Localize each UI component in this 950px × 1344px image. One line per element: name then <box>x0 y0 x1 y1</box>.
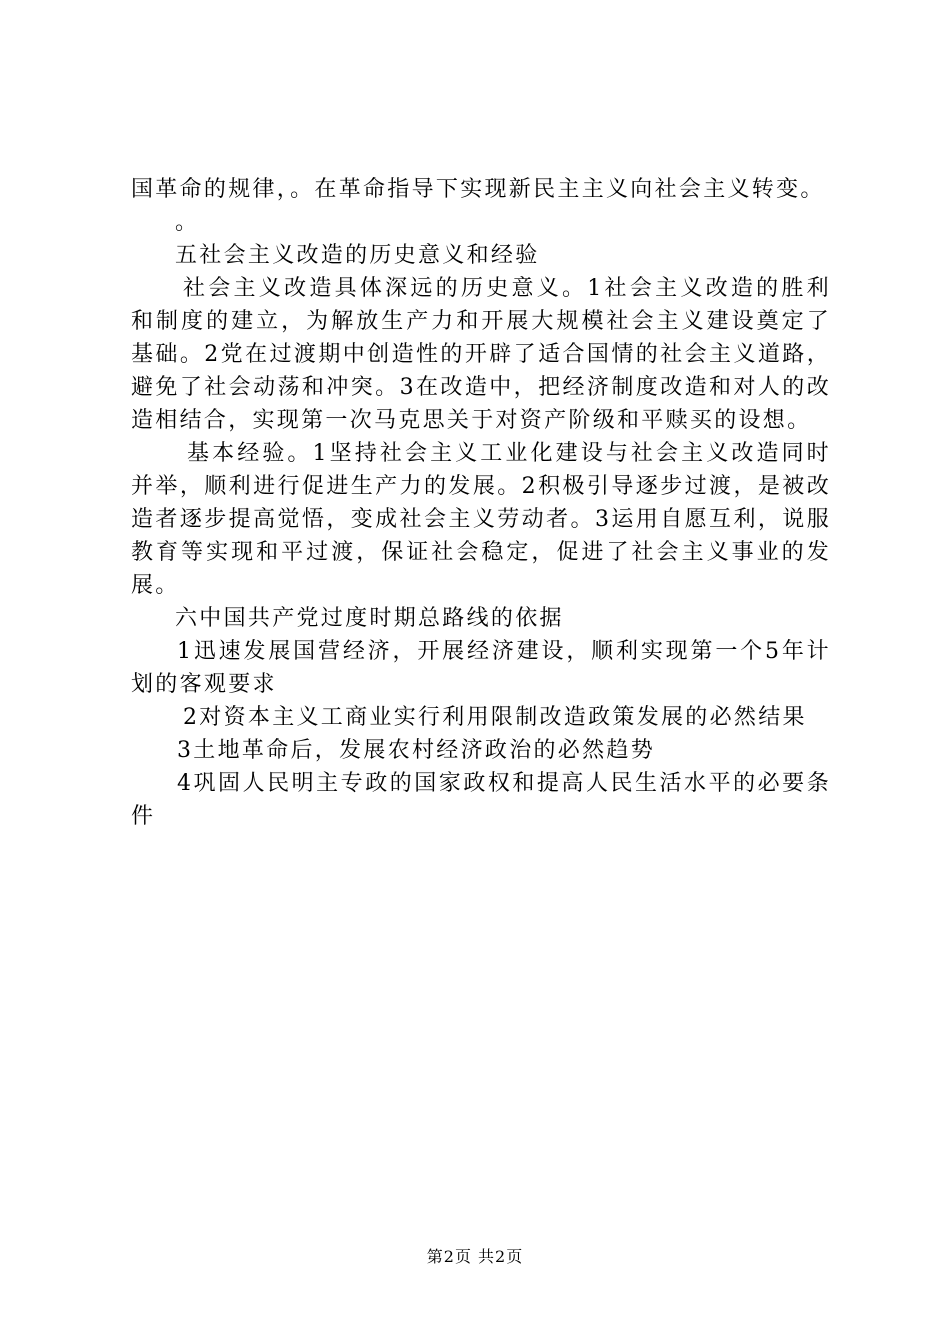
paragraph-continuation: 国革命的规律，。在革命指导下实现新民主主义向社会主义转变。 <box>131 177 825 202</box>
list-item-3: 3土地革命后，发展农村经济政治的必然趋势 <box>177 738 655 763</box>
paragraph-basic-experience: 基本经验。1坚持社会主义工业化建设与社会主义改造同时并举，顺利进行促进生产力的发展。2积极引导逐步过渡，是被改造者逐步提高觉悟，变成社会主义劳动者。3运用自愿互利，说服教育等实现和平过渡，保证社会稳定，促进了社会主义事业的发展。 <box>131 441 831 598</box>
list-item-2: 2对资本主义工商业实行利用限制改造政策发展的必然结果 <box>183 705 807 730</box>
section-heading-five: 五社会主义改造的历史意义和经验 <box>175 243 540 268</box>
document-body <box>131 173 831 833</box>
list-item-1: 1迅速发展国营经济，开展经济建设，顺利实现第一个5年计划的客观要求 <box>131 639 831 697</box>
list-item-4: 4巩固人民明主专政的国家政权和提高人民生活水平的必要条件 <box>131 771 831 829</box>
paragraph-period: 。 <box>175 210 200 235</box>
paragraph-historical-significance: 社会主义改造具体深远的历史意义。1社会主义改造的胜利和制度的建立，为解放生产力和开展大规模社会主义建设奠定了基础。2党在过渡期中创造性的开辟了适合国情的社会主义道路，避免了社会动荡和冲突。3在改造中，把经济制度改造和对人的改造相结合，实现第一次马克思关于对资产阶级和平赎买的设想。 <box>131 276 831 433</box>
section-heading-six: 六中国共产党过度时期总路线的依据 <box>175 606 564 631</box>
page-number-footer: 第2页 共2页 <box>426 1247 524 1266</box>
